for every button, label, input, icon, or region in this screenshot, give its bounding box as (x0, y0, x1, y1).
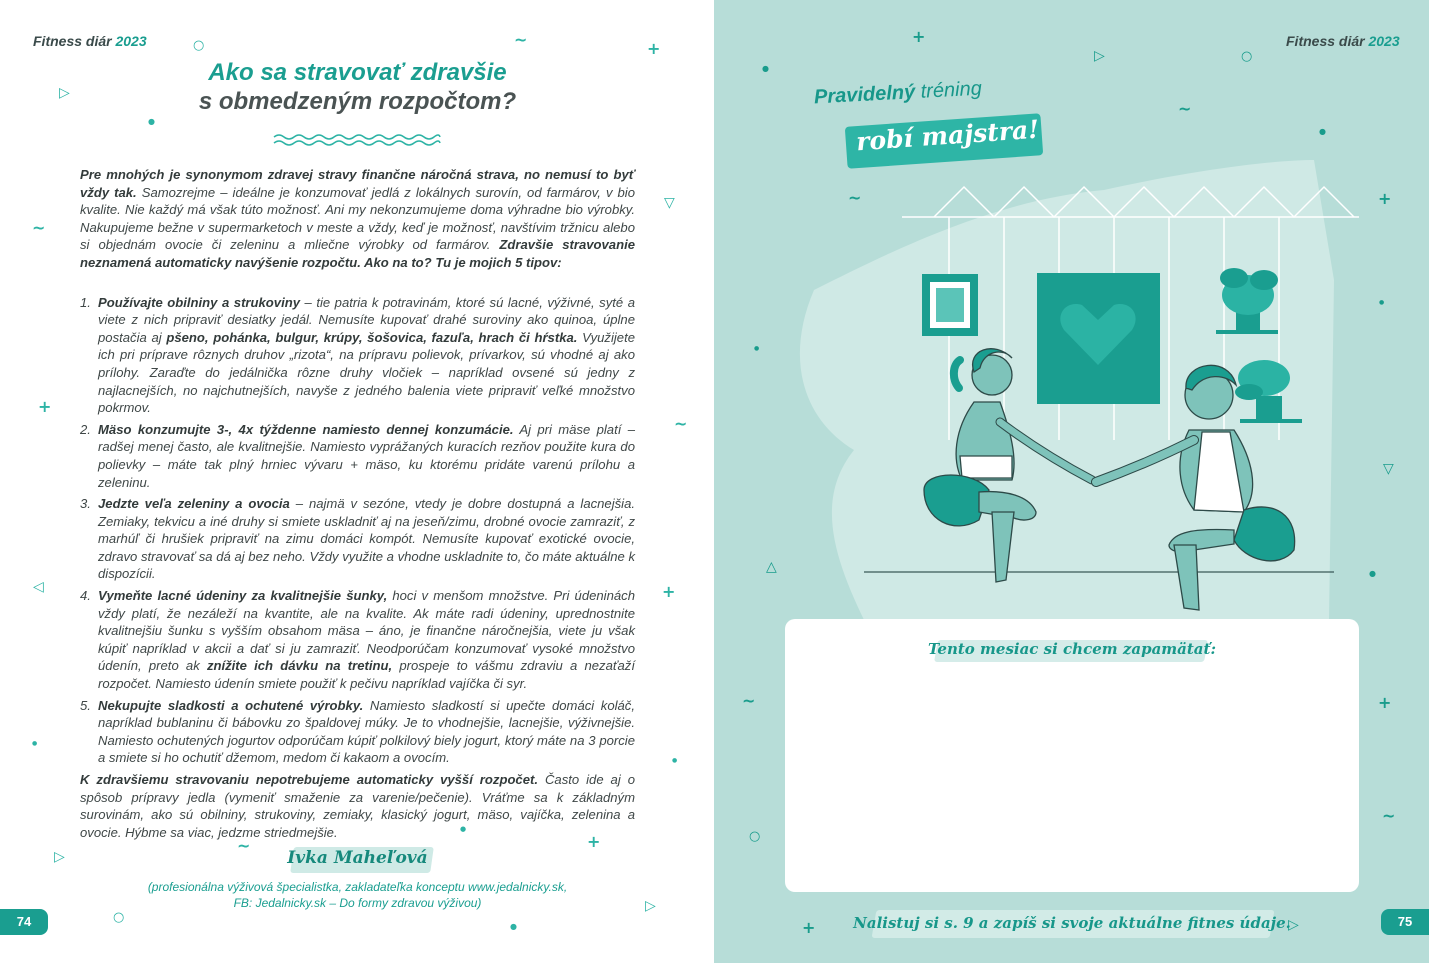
tip-heading: Jedzte veľa zeleniny a ovocia (98, 496, 290, 512)
decor-triangle-icon: △ (766, 559, 777, 575)
decor-triangle-icon: ▷ (645, 898, 656, 914)
motto-line2: robí majstra! (855, 114, 1040, 157)
tip-heading: Používajte obilniny a strukoviny (98, 294, 300, 310)
article-title-line2: s obmedzeným rozpočtom? (198, 88, 517, 115)
decor-plus-icon: + (802, 918, 816, 937)
tip-text: – najmä v sezóne, vtedy je dobre dostupná a lacnejšia. Zemiaky, tekvicu a iné druhy si smiete uskladniť aj na jeseň/zimu, drobné ovocie zamraziť, z marhúľ či hrušiek pripraviť na zimu domáci kompót. Nemusíte kupovať exotické ovocie, zdravo stravovať sa dá aj bez neho. Vždy využite a vhodne uskladnite to, čo máte aktuálne k dispozícii. (98, 496, 635, 582)
decor-plus-icon: + (38, 397, 52, 416)
tip-number: 3. (80, 496, 91, 512)
decor-triangle-icon: ▷ (1288, 917, 1299, 933)
decor-dot-icon: ● (460, 825, 467, 833)
decor-plus-icon: + (1378, 189, 1392, 208)
author-name: Ivka Maheľová (287, 848, 428, 868)
decor-squiggle-icon: ~ (848, 188, 862, 207)
tip-text: Aj pri mäse platí – radšej menej často, ale kvalitnejšie. Namiesto vyprážaných kuracích rezňov použite kura do polievky – máte tak plný hrniec vývaru + mäso, ku ktorému pridáte varenú prílohu a zeleninu. (98, 421, 635, 490)
outro-paragraph (80, 771, 635, 841)
running-header-left (33, 33, 147, 49)
decor-plus-icon: + (912, 27, 926, 46)
decor-triangle-icon: ▷ (1094, 48, 1105, 64)
running-header-right (1286, 33, 1400, 49)
decor-squiggle-icon: ~ (674, 414, 688, 433)
article-body (80, 166, 635, 841)
outro-text: Často ide aj o spôsob prípravy jedla (vymeniť smaženie za varenie/pečenie). Vráťme sa k základným surovinám, ako sú obilniny, strukoviny, zemiaky, klasický jogurt, mäso, vajíčka, zelenina a ovocie. Hýbme sa viac, jedzme striedmejšie. (80, 772, 635, 840)
motto-word2: tréning (920, 77, 983, 103)
tip-emphasis: znížite ich dávku na tretinu, (206, 658, 393, 674)
article-title-line1: Ako sa stravovať zdravšie (208, 59, 507, 86)
notes-label: Tento mesiac si chcem zapamätať: (927, 640, 1216, 658)
decor-plus-icon: + (662, 582, 676, 601)
intro-bold-end: Zdravšie stravovanie neznamená automaticky navýšenie rozpočtu. Ako na to? Tu je mojich 5 tipov: (80, 237, 635, 270)
decor-dot-icon: ● (510, 922, 517, 931)
tip-item (80, 697, 635, 767)
tip-heading: Mäso konzumujte 3-, 4x týždenne namiesto dennej konzumácie. (98, 421, 514, 437)
decor-dot-icon: ● (1319, 127, 1326, 136)
decor-triangle-icon: ◁ (33, 579, 44, 595)
decor-triangle-icon: ▽ (664, 195, 675, 211)
tip-item (80, 421, 635, 491)
decor-plus-icon: + (587, 832, 601, 851)
tip-text: hoci v menšom množstve. Pri údeninách vždy platí, že nezáleží na kvantite, ale na kvalite. Ak máte radi údeniny, uprednostnite kvalitnejšiu šunku s vyšším obsahom mäsa – áno, je finančne náročnejšia, viete ju však kúpiť napríklad v akcii a dať si ju zamraziť. Neodporúčam konzumovať vysoké množstvo údenín, preto ak (98, 588, 635, 674)
motto-word1: Pravidelný (813, 81, 916, 109)
decor-triangle-icon: ▽ (1383, 461, 1394, 477)
wave-divider (272, 132, 442, 148)
intro-text: Samozrejme – ideálne je konzumovať jedlá z lokálnych surovín, od farmárov, v bio kvalite. Nie každý má však túto možnosť. Ani my nekonzumujeme doma výhradne bio výrobky. Nakupujeme bežne v supermarketoch v meste a vždy, keď je možnosť, navštívim tržnicu alebo si objednám ovocie či zeleninu a mliečne výrobky od farmárov. (80, 184, 635, 253)
partner-squat-illustration (774, 140, 1374, 640)
tip-number: 5. (80, 697, 91, 713)
decor-circle-icon: ○ (1241, 49, 1253, 64)
author-credit (80, 879, 635, 911)
tips-list (80, 294, 635, 767)
tip-item (80, 587, 635, 693)
decor-dot-icon: ● (672, 757, 678, 764)
tip-item (80, 294, 635, 417)
tip-number: 2. (80, 421, 91, 437)
year: 2023 (115, 33, 147, 49)
decor-dot-icon: ● (1369, 569, 1376, 578)
tip-text: prospeje to vášmu zdraviu a nezaťaží rozpočet. Namiesto údenín smiete použiť k pečivu napríklad vajíčka či syr. (98, 658, 635, 692)
decor-squiggle-icon: ~ (1382, 806, 1396, 825)
tip-text: Využijete ich pri príprave rôznych druhov „rizota“, na prípravu polievok, prívarkov, sú vhodné aj ako prílohy. Zaraďte do jedálnička rôzne druhy vločiek – napríklad ovsené sú jedny z najlacnejších, no najchutnejších, navyše z jedného balenia viete pripraviť veľké množstvo pokrmov. (98, 329, 635, 416)
decor-triangle-icon: ▷ (59, 85, 70, 101)
decor-squiggle-icon: ~ (1178, 99, 1192, 118)
motto-line1 (814, 78, 983, 110)
credit-line: (profesionálna výživová špecialistka, zakladateľka konceptu www.jedalnicky.sk, (147, 880, 568, 894)
decor-dot-icon: ● (148, 117, 155, 126)
decor-squiggle-icon: ~ (514, 30, 528, 49)
credit-line: FB: Jedalnicky.sk – Do formy zdravou výživou) (233, 896, 482, 910)
tip-number: 1. (80, 294, 91, 310)
decor-squiggle-icon: ~ (742, 691, 756, 710)
page-number: 74 (0, 909, 48, 935)
tip-emphasis: pšeno, pohánka, bulgur, krúpy, šošovica, fazuľa, hrach či hŕstka. (166, 329, 578, 345)
intro-paragraph (80, 166, 635, 272)
book-title: Fitness diár (1286, 33, 1365, 49)
decor-dot-icon: ● (754, 345, 760, 352)
decor-squiggle-icon: ~ (237, 836, 251, 855)
decor-dot-icon: ● (762, 64, 769, 73)
decor-dot-icon: ● (32, 740, 38, 747)
intro-bold: Pre mnohých je synonymom zdravej stravy finančne náročná strava, no nemusí to byť vždy tak. (80, 167, 635, 200)
decor-dot-icon: ● (1379, 299, 1385, 306)
left-page (0, 0, 714, 963)
tip-item (80, 495, 635, 583)
year: 2023 (1368, 33, 1400, 49)
decor-squiggle-icon: ~ (32, 218, 46, 237)
article-title (80, 58, 635, 116)
page-number: 75 (1381, 909, 1429, 935)
tip-heading: Vymeňte lacné údeniny za kvalitnejšie šunky, (98, 588, 388, 604)
decor-plus-icon: + (647, 39, 661, 58)
book-title: Fitness diár (33, 33, 112, 49)
decor-circle-icon: ○ (749, 829, 761, 844)
footer-note: Nalistuj si s. 9 a zapíš si svoje aktuálne fitnes údaje. (853, 914, 1291, 932)
decor-circle-icon: ○ (113, 910, 125, 925)
decor-triangle-icon: ▷ (54, 849, 65, 865)
tip-number: 4. (80, 588, 91, 604)
tip-heading: Nekupujte sladkosti a ochutené výrobky. (98, 697, 364, 713)
tip-text: Namiesto sladkostí si upečte domáci koláč, napríklad bublaninu či bábovku zo špaldovej múky. Je to vhodnejšie, lacnejšie, výživnejšie. Namiesto ochutených jogurtov odporúčam kúpiť polkilový biely jogurt, ktorý máte na 3 porcie a smiete si ho ochutiť džemom, medom či kakaom a ovocím. (98, 697, 635, 766)
decor-circle-icon: ○ (193, 38, 205, 53)
right-page (714, 0, 1429, 963)
tip-text: – tie patria k potravinám, ktoré sú lacné, výživné, syté a viete z nich pripraviť desiatky jedál. Nemusíte kupovať drahé suroviny ako quinoa, úplne postačia aj (98, 294, 635, 345)
outro-bold: K zdravšiemu stravovaniu nepotrebujeme automaticky vyšší rozpočet. (80, 772, 538, 787)
decor-plus-icon: + (1378, 693, 1392, 712)
